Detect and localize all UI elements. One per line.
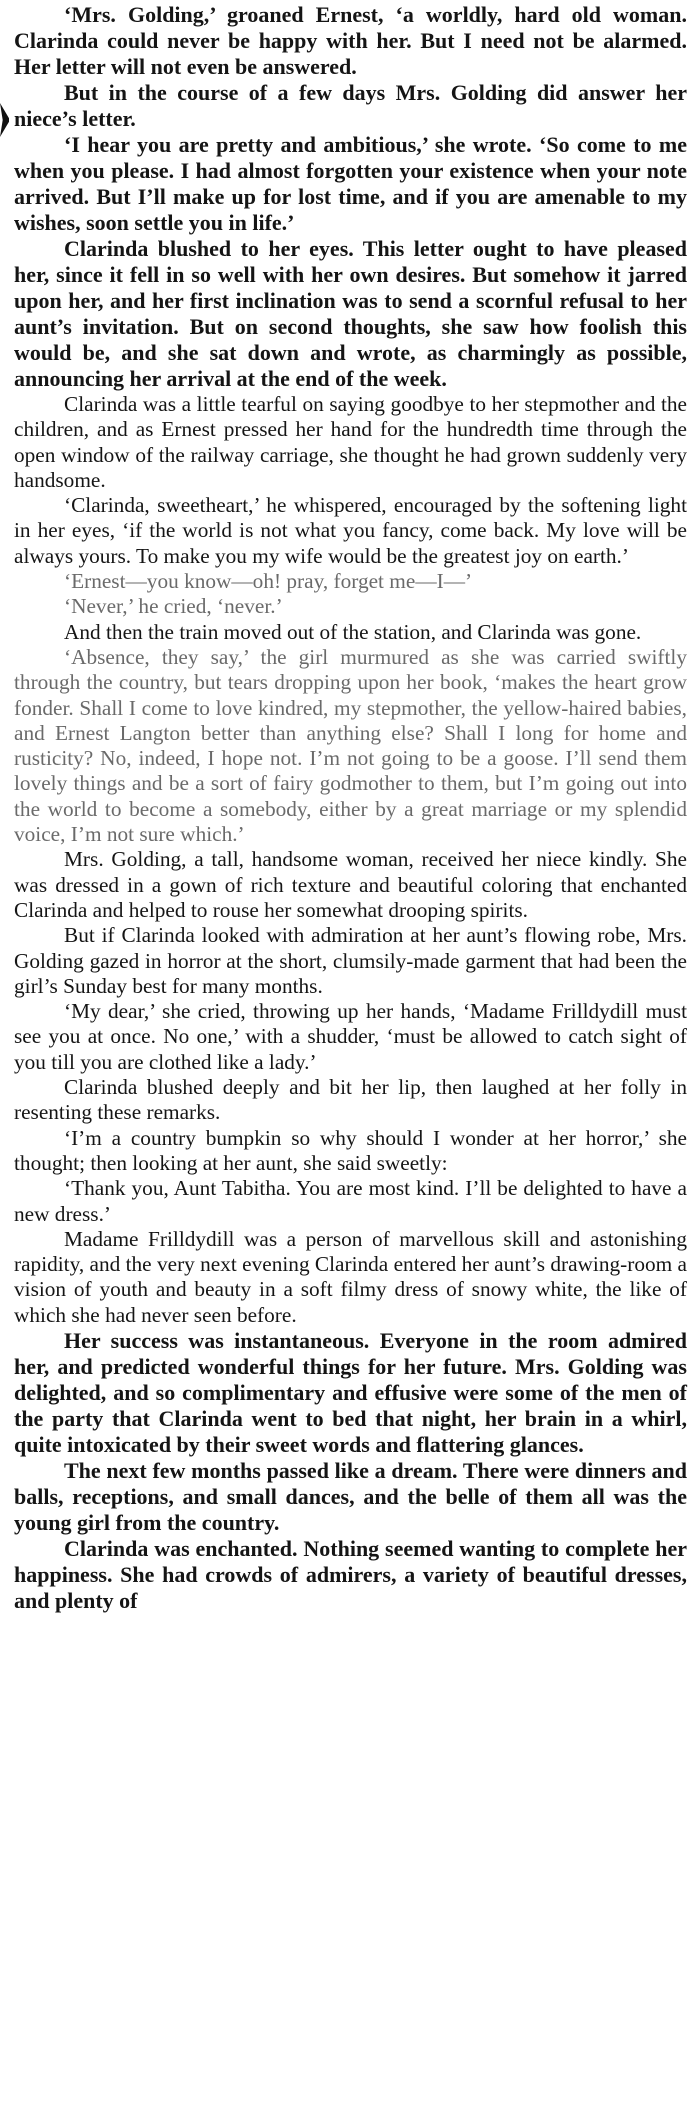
paragraph-train-leaves: And then the train moved out of the station, and Clarinda was gone. [64,619,642,644]
paragraph-success: Her success was instantaneous. Everyone in the room admired her, and predicted wonderful things for her future. Mrs. Golding was delighted, and so complimentary and effusive were some of the men of the party that Clarinda went to bed that night, her brain in a whirl, quite intoxicated by their sweet words and flattering glances. [14,1327,687,1457]
paragraph-months-passed: The next few months passed like a dream. There were dinners and balls, receptions, and small dances, and the belle of them all was the young girl from the country. [14,1457,687,1535]
paragraph-ernest-whispers: ‘Clarinda, sweetheart,’ he whispered, encouraged by the softening light in her eyes, ‘if the world is not what you fancy, come back. My love will be always yours. To make you my wife would be the greatest joy on earth.’ [14,493,687,568]
paragraph-madame-frilldydill: ‘My dear,’ she cried, throwing up her hands, ‘Madame Frilldydill must see you at once. No one,’ with a shudder, ‘must be allowed to catch sight of you till you are clothed like a lady.’ [14,999,687,1074]
paragraph-flowing-robe: But if Clarinda looked with admiration at her aunt’s flowing robe, Mrs. Golding gazed in horror at the short, clumsily-made garment that had been the girl’s Sunday best for many months. [14,923,687,998]
paragraph-enchanted: Clarinda was enchanted. Nothing seemed wanting to complete her happiness. She had crowds of admirers, a variety of beautiful dresses, and plenty of [14,1535,687,1613]
paragraph-absence: ‘Absence, they say,’ the girl murmured as she was carried swiftly through the country, but tears dropping upon her book, ‘makes the heart grow fonder. Shall I come to love kindred, my stepmother, the yellow-haired babies, and Ernest Langton better than anything else? Shall I long for home and rusticity? No, indeed, I hope not. I’m not going to be a goose. I’ll send them lovely things and be a sort of fairy godmother to them, but I’m going out into the world to become a somebody, either by a great marriage or my splendid voice, I’m not sure which.’ [14,644,687,847]
paragraph-never: ‘Never,’ he cried, ‘never.’ [64,594,283,619]
paragraph-goodbye: Clarinda was a little tearful on saying goodbye to her stepmother and the children, and as Ernest pressed her hand for the hundredth time through the open window of the railway carriage, she thought he had grown suddenly very handsome. [14,392,687,492]
paragraph-clarinda-blushes: Clarinda blushed to her eyes. This letter ought to have pleased her, since it fell in so well with her own desires. But somehow it jarred upon her, and her first inclination was to send a scornful refusal to her aunt’s invitation. But on second thoughts, she saw how foolish this would be, and she sat down and wrote, as charmingly as possible, announcing her arrival at the end of the week. [14,236,687,391]
paragraph-thank-you: ‘Thank you, Aunt Tabitha. You are most kind. I’ll be delighted to have a new dress.’ [14,1176,687,1226]
paragraph-country-bumpkin: ‘I’m a country bumpkin so why should I wonder at her horror,’ she thought; then looking at her aunt, she said sweetly: [14,1125,687,1175]
paragraph-blushed-deeply: Clarinda blushed deeply and bit her lip, then laughed at her folly in resenting these remarks. [14,1075,687,1125]
paragraph-mrs-golding-receives: Mrs. Golding, a tall, handsome woman, received her niece kindly. She was dressed in a gown of rich texture and beautiful coloring that enchanted Clarinda and helped to rouse her somewhat drooping spirits. [14,847,687,922]
paragraph-ernest-groans: ‘Mrs. Golding,’ groaned Ernest, ‘a worldly, hard old woman. Clarinda could never be happy with her. But I need not be alarmed. Her letter will not even be answered. [14,2,687,79]
paragraph-forget-me: ‘Ernest—you know—oh! pray, forget me—I—’ [64,569,473,594]
margin-bracket-mark [0,103,9,137]
paragraph-aunt-letter: ‘I hear you are pretty and ambitious,’ she wrote. ‘So come to me when you please. I had almost forgotten your existence when your note arrived. But I’ll make up for lost time, and if you are amenable to my wishes, soon settle you in life.’ [14,132,687,235]
paragraph-new-dress: Madame Frilldydill was a person of marvellous skill and astonishing rapidity, and the very next evening Clarinda entered her aunt’s drawing-room a vision of youth and beauty in a soft filmy dress of snowy white, the like of which she had never seen before. [14,1226,687,1327]
paragraph-aunt-answers: But in the course of a few days Mrs. Golding did answer her niece’s letter. [14,80,687,131]
